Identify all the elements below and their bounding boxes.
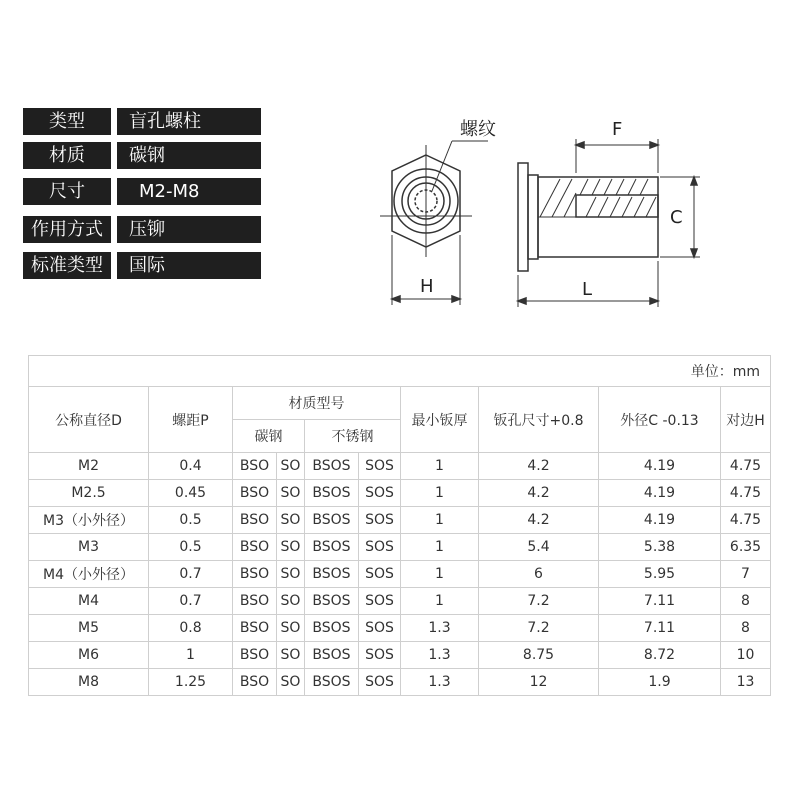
table-cell: SOS [359, 588, 401, 615]
table-cell: BSO [233, 453, 277, 480]
table-cell: BSOS [305, 534, 359, 561]
table-cell: BSOS [305, 480, 359, 507]
table-cell: 8.75 [479, 642, 599, 669]
table-cell: 5.95 [599, 561, 721, 588]
table-cell: M3 [29, 534, 149, 561]
table-header-row [29, 387, 771, 420]
spec-label: 作用方式 [23, 216, 111, 243]
table-cell: 1 [401, 534, 479, 561]
table-row [29, 615, 771, 642]
table-cell: 10 [721, 642, 771, 669]
table-cell: M8 [29, 669, 149, 696]
table-row [29, 507, 771, 534]
spec-label: 类型 [23, 108, 111, 135]
hatching [540, 179, 656, 217]
table-cell: 7.2 [479, 588, 599, 615]
table-cell: SO [277, 453, 305, 480]
table-cell: 4.2 [479, 453, 599, 480]
table-cell: 1 [401, 561, 479, 588]
table-cell: 12 [479, 669, 599, 696]
table-cell: 1 [401, 480, 479, 507]
spec-value: 碳钢 [117, 142, 261, 169]
table-body [29, 453, 771, 696]
table-cell: SO [277, 480, 305, 507]
table-cell: BSO [233, 534, 277, 561]
table-cell: SO [277, 615, 305, 642]
table-row [29, 453, 771, 480]
unit-label: 单位：mm [29, 356, 771, 387]
table-cell: 8 [721, 615, 771, 642]
table-cell: 1.3 [401, 669, 479, 696]
header-nominal: 公称直径D [29, 387, 149, 453]
thread-section [576, 195, 658, 217]
table-cell: BSOS [305, 561, 359, 588]
technical-drawing [360, 105, 720, 310]
table-cell: SOS [359, 453, 401, 480]
table-row [29, 480, 771, 507]
table-cell: 4.75 [721, 480, 771, 507]
table-cell: 4.2 [479, 507, 599, 534]
table-cell: BSOS [305, 669, 359, 696]
table-cell: 0.7 [149, 561, 233, 588]
table-cell: 1.3 [401, 615, 479, 642]
table-cell: SO [277, 561, 305, 588]
thread-label: 螺纹 [460, 119, 496, 140]
table-row [29, 561, 771, 588]
table-cell: 4.75 [721, 453, 771, 480]
table-cell: BSO [233, 588, 277, 615]
table-cell: SOS [359, 507, 401, 534]
table-cell: 0.7 [149, 588, 233, 615]
table-cell: M2.5 [29, 480, 149, 507]
table-cell: M4 [29, 588, 149, 615]
table-row [29, 669, 771, 696]
table-unit-row [29, 356, 771, 387]
table-cell: 0.45 [149, 480, 233, 507]
hex-top-view [380, 141, 488, 305]
header-pitch: 螺距P [149, 387, 233, 453]
table-cell: SOS [359, 480, 401, 507]
table-cell: BSOS [305, 642, 359, 669]
table-cell: M5 [29, 615, 149, 642]
table-cell: SOS [359, 615, 401, 642]
table-cell: 13 [721, 669, 771, 696]
header-stainless: 不锈钢 [305, 420, 401, 453]
table-cell: 6.35 [721, 534, 771, 561]
header-outer: 外径C -0.13 [599, 387, 721, 453]
table-cell: 0.8 [149, 615, 233, 642]
table-cell: BSOS [305, 453, 359, 480]
table-cell: SO [277, 642, 305, 669]
spec-label: 材质 [23, 142, 111, 169]
table-cell: 6 [479, 561, 599, 588]
table-cell: 5.4 [479, 534, 599, 561]
table-cell: 0.5 [149, 534, 233, 561]
dim-c-label: C [670, 207, 683, 228]
table-cell: M4（小外径） [29, 561, 149, 588]
table-cell: 4.19 [599, 453, 721, 480]
header-material: 材质型号 [233, 387, 401, 420]
table-cell: 4.19 [599, 480, 721, 507]
table-cell: BSO [233, 642, 277, 669]
table-cell: SO [277, 534, 305, 561]
table-cell: 1 [401, 453, 479, 480]
spec-value: 压铆 [117, 216, 261, 243]
table-cell: BSO [233, 507, 277, 534]
header-hole: 钣孔尺寸+0.8 [479, 387, 599, 453]
header-across: 对边H [721, 387, 771, 453]
table-row [29, 534, 771, 561]
header-carbon: 碳钢 [233, 420, 305, 453]
table-cell: M6 [29, 642, 149, 669]
table-cell: 7.2 [479, 615, 599, 642]
table-cell: 1 [149, 642, 233, 669]
table-cell: M2 [29, 453, 149, 480]
table-cell: SOS [359, 669, 401, 696]
table-cell: 1 [401, 507, 479, 534]
dim-h-label: H [420, 276, 434, 297]
table-cell: BSO [233, 480, 277, 507]
table-cell: BSO [233, 615, 277, 642]
table-cell: BSO [233, 669, 277, 696]
table-cell: 0.4 [149, 453, 233, 480]
table-cell: SO [277, 669, 305, 696]
dim-f-label: F [612, 119, 623, 140]
table-cell: M3（小外径） [29, 507, 149, 534]
table-cell: 5.38 [599, 534, 721, 561]
table-cell: 7 [721, 561, 771, 588]
table-cell: 1.9 [599, 669, 721, 696]
table-cell: 1 [401, 588, 479, 615]
stud-drawing-svg [360, 105, 720, 310]
table-cell: 7.11 [599, 615, 721, 642]
spec-label: 标准类型 [23, 252, 111, 279]
spec-value: M2-M8 [117, 178, 261, 205]
dim-l-label: L [582, 279, 593, 300]
spec-table [28, 355, 771, 696]
table-cell: 1.3 [401, 642, 479, 669]
table-cell: 0.5 [149, 507, 233, 534]
table-cell: SOS [359, 642, 401, 669]
spec-value: 国际 [117, 252, 261, 279]
stud-head [518, 163, 528, 271]
table-cell: SO [277, 588, 305, 615]
table-cell: BSOS [305, 615, 359, 642]
table-cell: BSO [233, 561, 277, 588]
table-cell: BSOS [305, 507, 359, 534]
spec-label: 尺寸 [23, 178, 111, 205]
table-cell: 8 [721, 588, 771, 615]
stud-collar [528, 175, 538, 259]
table-cell: SOS [359, 561, 401, 588]
table-cell: SOS [359, 534, 401, 561]
table-cell: 4.19 [599, 507, 721, 534]
table-cell: 8.72 [599, 642, 721, 669]
table-cell: 7.11 [599, 588, 721, 615]
table-cell: 4.2 [479, 480, 599, 507]
header-min-sheet: 最小钣厚 [401, 387, 479, 453]
table-row [29, 588, 771, 615]
table-cell: 1.25 [149, 669, 233, 696]
spec-value: 盲孔螺柱 [117, 108, 261, 135]
table-row [29, 642, 771, 669]
table-cell: 4.75 [721, 507, 771, 534]
table-cell: BSOS [305, 588, 359, 615]
table-cell: SO [277, 507, 305, 534]
